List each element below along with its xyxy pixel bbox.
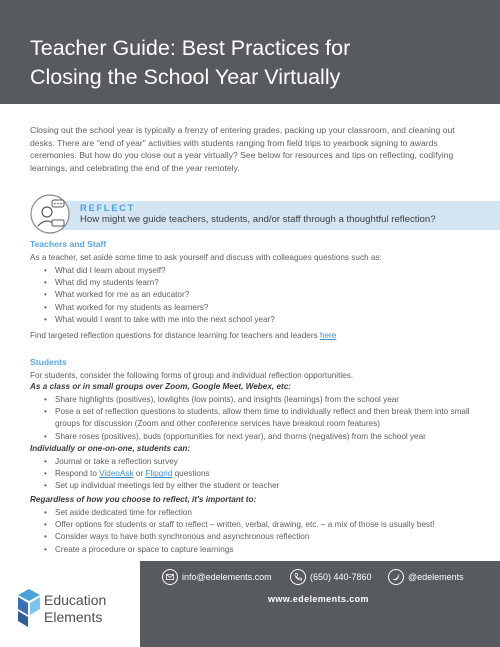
list-item: • Share highlights (positives), lowlights (low points), and insights (learnings) from the school year <box>44 394 474 406</box>
social-handle[interactable]: @edelements <box>408 572 464 582</box>
phone-icon <box>290 569 306 585</box>
page-title <box>30 34 470 92</box>
group-reflection-heading: As a class or in small groups over Zoom, Google Meet, Webex, etc: <box>30 382 292 391</box>
regardless-list <box>44 507 474 556</box>
list-item: • What worked for me as an educator? <box>44 289 474 301</box>
students-intro: For students, consider the following forms of group and individual reflection opportunities. <box>30 371 354 380</box>
logo-text-line-2: Elements <box>44 609 103 625</box>
email-icon <box>162 569 178 585</box>
here-link[interactable]: here <box>319 331 337 340</box>
list-item: • Offer options for students or staff to reflect – written, verbal, drawing, etc. – a mix of those is usually best! <box>44 519 474 531</box>
teachers-staff-intro: As a teacher, set aside some time to ask yourself and discuss with colleagues questions such as: <box>30 253 382 262</box>
individual-reflection-list <box>44 456 474 493</box>
teacher-question-list <box>44 265 474 326</box>
list-item: • Pose a set of reflection questions to students, allow them time to individually reflect and then break them into small groups for discussion (Zoom and other conference services have breakout room features) <box>44 406 474 430</box>
email-address[interactable]: info@edelements.com <box>182 572 272 582</box>
list-item: • Create a procedure or space to capture learnings <box>44 544 474 556</box>
reflect-question: How might we guide teachers, students, and/or staff through a thoughtful reflection? <box>80 214 436 225</box>
flipgrid-link[interactable]: Flipgrid <box>145 469 173 479</box>
phone-number[interactable]: (650) 440-7860 <box>310 572 372 582</box>
list-item: • Set up individual meetings led by either the student or teacher <box>44 480 474 492</box>
group-reflection-list <box>44 394 474 443</box>
logo-text-line-1: Education <box>44 592 107 608</box>
list-item: • Share roses (positives), buds (opportunities for next year), and thorns (negatives) from the school year <box>44 431 474 443</box>
regardless-heading: Regardless of how you choose to reflect, it's important to: <box>30 495 257 504</box>
teachers-staff-closing: Find targeted reflection questions for distance learning for teachers and leaders here <box>30 331 337 340</box>
intro-paragraph: Closing out the school year is typically a frenzy of entering grades, packing up your classroom, and cleaning out desks. There are "end of year" activities with students ranging from field trips to yearbook signing to awards ceremonies. But how do you close out a year virtually? See below for resources and tips on reflecting, codifying learnings, and celebrating the end of the year remotely. <box>30 125 455 173</box>
list-item: • What did I learn about myself? <box>44 265 474 277</box>
page-title-line-2: Closing the School Year Virtually <box>30 65 341 89</box>
education-elements-logo-icon <box>18 589 40 627</box>
students-heading: Students <box>30 357 67 367</box>
reflect-title: REFLECT <box>80 203 136 214</box>
list-item: • Set aside dedicated time for reflection <box>44 507 474 519</box>
header-banner <box>0 0 500 104</box>
list-item: • What worked for my students as learners? <box>44 302 474 314</box>
list-item: • Consider ways to have both synchronous and asynchronous reflection <box>44 531 474 543</box>
page-title-line-1: Teacher Guide: Best Practices for <box>30 36 351 60</box>
list-item: • What would I want to take with me into the next school year? <box>44 314 474 326</box>
list-item: • Journal or take a reflection survey <box>44 456 474 468</box>
teachers-staff-heading: Teachers and Staff <box>30 239 107 249</box>
website-link[interactable]: www.edelements.com <box>268 594 369 604</box>
videoask-link[interactable]: VideoAsk <box>99 469 134 479</box>
reflect-person-icon <box>30 194 70 234</box>
twitter-icon <box>388 569 404 585</box>
list-item: • What did my students learn? <box>44 277 474 289</box>
list-item: • Respond to VideoAsk or Flipgrid questions <box>44 468 474 480</box>
individual-reflection-heading: Individually or one-on-one, students can: <box>30 444 191 453</box>
